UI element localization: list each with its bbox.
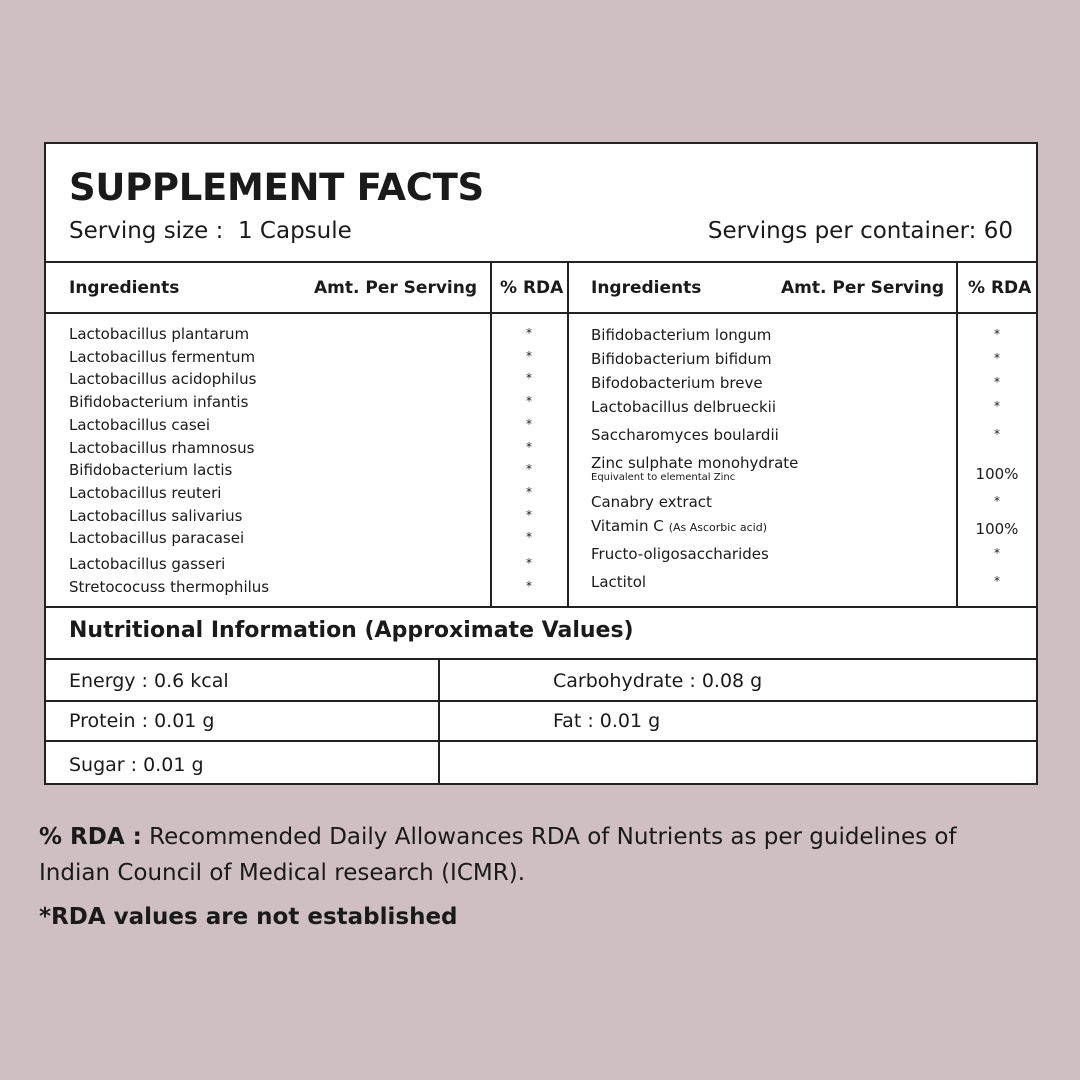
ingredient-rda: *: [526, 326, 532, 340]
ingredient-rda: *: [994, 574, 1000, 588]
ingredient-name: [69, 393, 248, 411]
rule-above-nutrition: [46, 606, 1036, 608]
rule-middle-divider: [567, 261, 569, 606]
ingredient-name-text: Lactobacillus reuteri: [69, 484, 222, 502]
ingredient-name-text: Bifidobacterium infantis: [69, 393, 249, 411]
right-rda-header: % RDA: [968, 278, 1032, 298]
ingredient-rda: *: [526, 462, 532, 476]
ingredient-name: [69, 461, 232, 479]
ingredient-name-text: Bifidobacterium lactis: [69, 461, 233, 479]
ingredient-note: (As Ascorbic acid): [668, 521, 768, 534]
ingredient-rda: *: [994, 494, 1000, 508]
rule-right-rda-divider: [956, 261, 958, 606]
rule-under-nutrition-title: [46, 658, 1036, 660]
rda-footnote: [39, 819, 1039, 891]
ingredient-rda: *: [994, 546, 1000, 560]
ingredient-name-text: Lactobacillus delbrueckii: [591, 398, 777, 416]
ingredient-name: [591, 350, 772, 368]
ingredient-note: Equivalent to elemental Zinc: [591, 472, 736, 483]
rda-footnote-text-2: Indian Council of Medical research (ICMR).: [39, 860, 525, 886]
ingredient-name: [69, 484, 221, 502]
rule-nutrition-divider: [438, 658, 440, 785]
ingredient-name-text: Fructo-oligosaccharides: [591, 545, 769, 563]
ingredient-rda: *: [526, 371, 532, 385]
servings-per-container: Servings per container: 60: [707, 218, 1013, 244]
ingredient-name: [69, 416, 210, 434]
ingredient-name-text: Lactobacillus salivarius: [69, 507, 243, 525]
ingredient-name: [591, 426, 779, 444]
ingredient-rda: *: [526, 530, 532, 544]
ingredient-name-text: Lactobacillus rhamnosus: [69, 439, 255, 457]
ingredient-name: [591, 398, 776, 416]
nutrition-fat: Fat : 0.01 g: [553, 710, 661, 732]
rule-left-rda-divider: [490, 261, 492, 606]
rda-not-established-note: *RDA values are not established: [39, 904, 458, 930]
ingredient-rda: *: [994, 351, 1000, 365]
ingredient-rda: *: [526, 485, 532, 499]
ingredient-rda: *: [994, 327, 1000, 341]
ingredient-name-text: Lactobacillus gasseri: [69, 555, 226, 573]
ingredient-name-text: Vitamin C: [591, 517, 664, 535]
ingredient-rda: *: [526, 349, 532, 363]
ingredient-name: [69, 555, 225, 573]
ingredient-name: [591, 454, 798, 483]
rule-nutrition-row-1: [46, 700, 1036, 702]
ingredient-name-text: Lactobacillus acidophilus: [69, 370, 257, 388]
ingredient-name: [591, 326, 771, 344]
nutrition-title: Nutritional Information (Approximate Values): [69, 618, 634, 643]
ingredient-name-text: Lactobacillus plantarum: [69, 325, 250, 343]
rule-under-column-headers: [46, 312, 1036, 314]
ingredient-name: [591, 517, 767, 535]
serving-size: Serving size : 1 Capsule: [69, 218, 352, 244]
left-ingredients-header: Ingredients: [69, 278, 180, 298]
ingredient-name-text: Bifidobacterium bifidum: [591, 350, 772, 368]
ingredient-rda: 100%: [975, 520, 1019, 538]
ingredient-name: [69, 529, 244, 547]
right-amount-header: Amt. Per Serving: [781, 278, 945, 298]
nutrition-carbohydrate: Carbohydrate : 0.08 g: [553, 670, 763, 692]
ingredient-rda: *: [526, 508, 532, 522]
rule-under-header: [46, 261, 1036, 263]
nutrition-energy: Energy : 0.6 kcal: [69, 670, 229, 692]
rda-footnote-text: Recommended Daily Allowances RDA of Nutrients as per guidelines of: [141, 824, 957, 850]
ingredient-name: [69, 370, 256, 388]
supplement-facts-panel: [44, 142, 1038, 785]
left-amount-header: Amt. Per Serving: [314, 278, 478, 298]
ingredient-rda: *: [526, 556, 532, 570]
ingredient-name: [69, 439, 254, 457]
ingredient-name-text: Lactobacillus paracasei: [69, 529, 245, 547]
ingredient-name-text: Lactitol: [591, 573, 647, 591]
ingredient-rda: 100%: [975, 465, 1019, 483]
rule-nutrition-row-2: [46, 740, 1036, 742]
ingredient-name-text: Bifidobacterium longum: [591, 326, 772, 344]
nutrition-sugar: Sugar : 0.01 g: [69, 754, 204, 776]
ingredient-name-text: Zinc sulphate monohydrate: [591, 454, 799, 472]
ingredient-name-text: Saccharomyces boulardii: [591, 426, 779, 444]
ingredient-name: [69, 325, 249, 343]
ingredient-name-text: Lactobacillus fermentum: [69, 348, 256, 366]
ingredient-name: [69, 348, 255, 366]
ingredient-name: [69, 507, 242, 525]
ingredient-rda: *: [526, 440, 532, 454]
nutrition-protein: Protein : 0.01 g: [69, 710, 215, 732]
ingredient-rda: *: [526, 579, 532, 593]
panel-title: SUPPLEMENT FACTS: [69, 166, 484, 209]
ingredient-name: [591, 493, 712, 511]
ingredient-name-text: Canabry extract: [591, 493, 712, 511]
ingredient-rda: *: [994, 427, 1000, 441]
ingredient-rda: *: [526, 417, 532, 431]
left-rda-header: % RDA: [500, 278, 564, 298]
ingredient-name-text: Lactobacillus casei: [69, 416, 211, 434]
ingredient-name-text: Stretococuss thermophilus: [69, 578, 270, 596]
right-ingredients-header: Ingredients: [591, 278, 702, 298]
ingredient-rda: *: [526, 394, 532, 408]
ingredient-name-text: Bifodobacterium breve: [591, 374, 763, 392]
ingredient-name: [591, 545, 769, 563]
ingredient-name: [591, 573, 646, 591]
ingredient-name: [69, 578, 269, 596]
ingredient-name: [591, 374, 763, 392]
ingredient-rda: *: [994, 375, 1000, 389]
rda-footnote-label: % RDA :: [39, 824, 142, 850]
ingredient-rda: *: [994, 399, 1000, 413]
